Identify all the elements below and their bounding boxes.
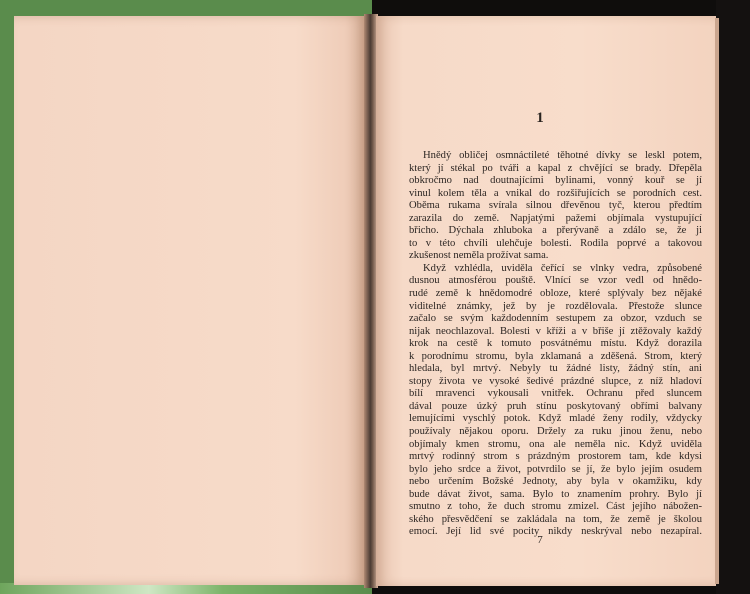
text-line: ského přesvědčení se zakládala na tom, že země je školou xyxy=(409,513,702,525)
page-number: 7 xyxy=(537,534,543,546)
text-line: břicho. Dýchala zhluboka a přerývaně a zdálo se, že ji xyxy=(409,225,702,237)
text-line: nijak neochlazoval. Bolesti v kříži a v břiše jí ztěžovaly každý xyxy=(409,325,702,337)
text-line: dusnou atmosférou pouště. Vlnící se vzor vedl od hnědo- xyxy=(409,275,702,287)
text-line: stopy života ve vysoké šedivé prázdné slupce, z níž hladoví xyxy=(409,375,702,387)
text-line: bylo jeho srdce a život, potvrdilo se jí, že bylo jejím osudem xyxy=(409,463,702,475)
text-line: nebo určením Božské Jednoty, aby byla v okamžiku, kdy xyxy=(409,476,702,488)
page-edge xyxy=(715,18,719,584)
text-line: krok na cestě k tomuto posvátnému místu. Když dorazila xyxy=(409,338,702,350)
text-line: to v této chvíli ulehčuje bolesti. Rodila poprvé a takovou xyxy=(409,237,702,249)
text-line: obkročmo nad doutnajícími bylinami, vonný kouř se jí xyxy=(409,175,702,187)
text-line: Oběma rukama svírala silnou dřevěnou tyč, kterou předtím xyxy=(409,200,702,212)
text-line: dával pouze úzký pruh stínu poskytovaný obřími balvany xyxy=(409,400,702,412)
text-line: Hnědý obličej osmnáctileté těhotné dívky se leskl potem, xyxy=(423,150,702,161)
text-line: hledala, byl mrtvý. Nebyly tu žádné listy, žádný stín, ani xyxy=(409,363,702,375)
body-text xyxy=(409,150,702,539)
text-line: Když vzhlédla, uviděla čeřící se vlnky vedra, způsobené xyxy=(423,262,702,274)
text-line: zkušenost neměla prožívat sama. xyxy=(409,250,549,262)
text-line: bílí mravenci vykousali vnitřek. Ochranu před sluncem xyxy=(409,388,702,400)
text-line: který jí stékal po tváři a kapal z chvějící se brady. Dřepěla xyxy=(409,162,702,174)
text-line: lemujícími vyschlý potok. Když mladé ženy rodily, vždycky xyxy=(409,413,702,425)
text-line: k porodnímu stromu, byla zklamaná a zděšená. Strom, který xyxy=(409,350,702,362)
text-line: rudé země k hnědomodré obloze, které splývaly bez nějaké xyxy=(409,288,702,300)
text-line: vinul kolem těla a vnikal do rozšiřujících se porodních cest. xyxy=(409,187,702,199)
text-line: zarazila do země. Napjatými pažemi objímala vystupující xyxy=(409,212,702,224)
text-line: objímaly kmen stromu, ona ale neměla nic. Když uviděla xyxy=(409,438,702,450)
text-line: viditelné známky, jež by je rozdělovala. Přestože slunce xyxy=(409,300,702,312)
text-line: začalo se svým každodenním sestupem za obzor, vzduch se xyxy=(409,313,702,325)
chapter-number: 1 xyxy=(536,110,544,126)
left-page-blank xyxy=(14,16,366,585)
book-cover-dark xyxy=(716,0,750,594)
text-line: bude dávat život, sama. Bylo to znamením prohry. Bylo jí xyxy=(409,488,702,500)
text-line: mrtvý rodinný strom s prázdným prostorem tam, kde kdysi xyxy=(409,451,702,463)
text-line: emocí. Její lid své pocity nikdy neskrýval nebo nezapíral. xyxy=(409,526,702,538)
text-line: používaly nějakou oporu. Držely za ruku jinou ženu, nebo xyxy=(409,426,702,438)
text-line: smutno z toho, že duch stromu zmizel. Část jejího nábožen- xyxy=(409,501,702,513)
